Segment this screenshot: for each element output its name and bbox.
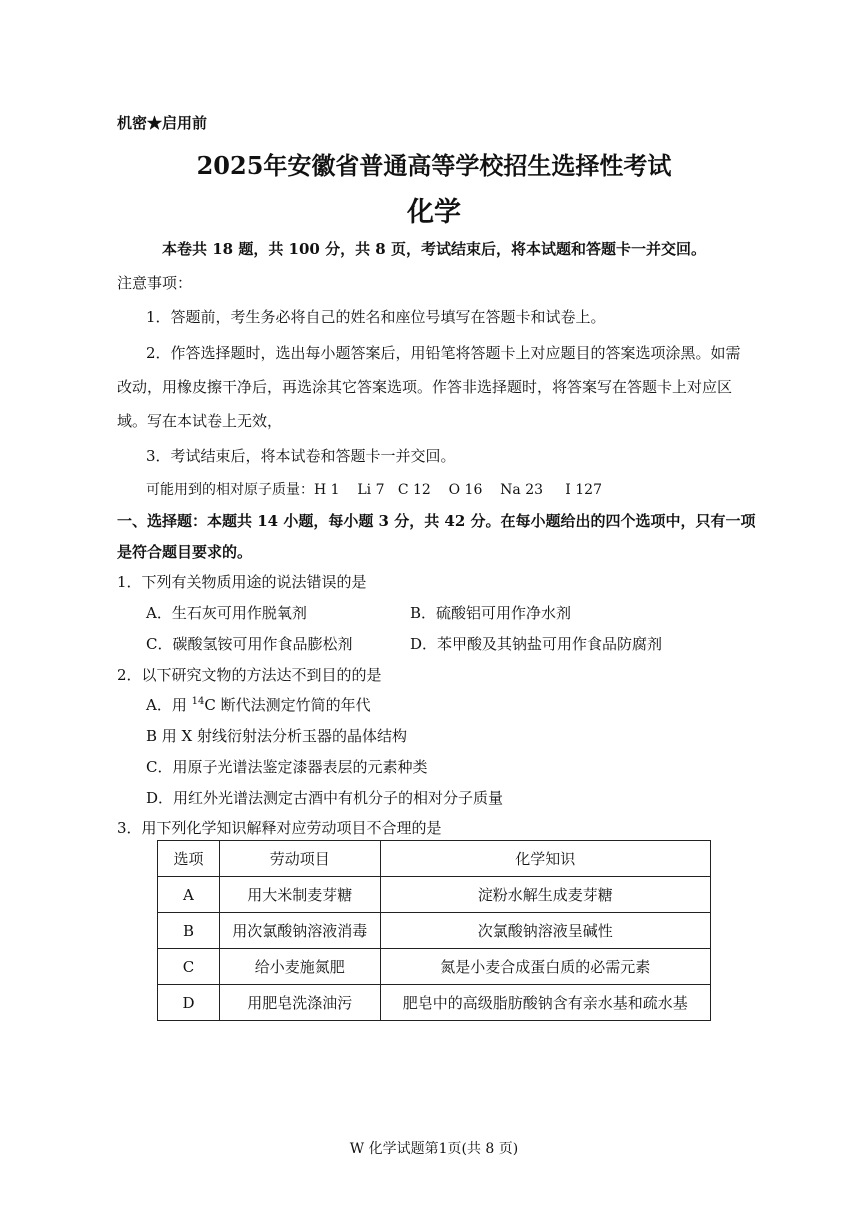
- table-cell: A: [158, 877, 220, 913]
- q2-option-a: [146, 694, 371, 715]
- table-header-cell: 劳动项目: [219, 841, 380, 877]
- isotope-superscript: 14: [191, 696, 205, 707]
- q3-table: [157, 840, 711, 1021]
- q2-stem: 2．以下研究文物的方法达不到目的的是: [117, 666, 382, 684]
- table-header-row: [158, 841, 711, 877]
- q2-option-b: B 用 X 射线衍射法分析玉器的晶体结构: [146, 727, 408, 745]
- q1-option-a: A．生石灰可用作脱氧剂: [146, 604, 307, 622]
- q3-stem: 3．用下列化学知识解释对应劳动项目不合理的是: [117, 819, 442, 837]
- table-row: [158, 913, 711, 949]
- table-row: [158, 949, 711, 985]
- page-footer: W 化学试题第1页(共 8 页): [349, 1141, 519, 1157]
- table-cell: 淀粉水解生成麦芽糖: [380, 877, 710, 913]
- subject-title: 化学: [407, 197, 461, 228]
- table-cell: C: [158, 949, 220, 985]
- atomic-masses: 可能用到的相对原子质量：H 1 Li 7 C 12 O 16 Na 23 I 127: [146, 482, 602, 498]
- note-item-3: 3．考试结束后，将本试卷和答题卡一并交回。: [146, 447, 456, 465]
- table-cell: 给小麦施氮肥: [219, 949, 380, 985]
- notes-heading: 注意事项：: [117, 274, 193, 292]
- q2-option-a-prefix: A．用: [146, 696, 192, 714]
- note-item-2-line-3: 域。写在本试卷上无效，: [117, 412, 283, 430]
- table-cell: 次氯酸钠溶液呈碱性: [380, 913, 710, 949]
- q2-option-c: C．用原子光谱法鉴定漆器表层的元素种类: [146, 758, 428, 776]
- note-item-1: 1．答题前，考生务必将自己的姓名和座位号填写在答题卡和试卷上。: [146, 308, 606, 326]
- q1-stem: 1．下列有关物质用途的说法错误的是: [117, 573, 367, 591]
- q1-option-c: C．碳酸氢铵可用作食品膨松剂: [146, 635, 353, 653]
- table-cell: 用次氯酸钠溶液消毒: [219, 913, 380, 949]
- table-row: [158, 985, 711, 1021]
- table-cell: 肥皂中的高级脂肪酸钠含有亲水基和疏水基: [380, 985, 710, 1021]
- table-cell: B: [158, 913, 220, 949]
- q1-option-d: D．苯甲酸及其钠盐可用作食品防腐剂: [410, 635, 663, 653]
- exam-meta: 本卷共 18 题，共 100 分，共 8 页，考试结束后，将本试题和答题卡一并交回。: [162, 240, 706, 258]
- section1-heading-line-1: 一、选择题：本题共 14 小题，每小题 3 分，共 42 分。在每小题给出的四个选项中，只有一项: [117, 512, 756, 530]
- section1-heading-line-2: 是符合题目要求的。: [117, 543, 253, 561]
- q2-option-a-rest: C 断代法测定竹简的年代: [204, 696, 371, 714]
- table-row: [158, 877, 711, 913]
- table-cell: 用肥皂洗涤油污: [219, 985, 380, 1021]
- table-cell: D: [158, 985, 220, 1021]
- note-item-2-line-2: 改动，用橡皮擦干净后，再选涂其它答案选项。作答非选择题时，将答案写在答题卡上对应区: [117, 378, 733, 396]
- table-header-cell: 化学知识: [380, 841, 710, 877]
- secret-mark: 机密★启用前: [117, 114, 208, 132]
- note-item-2-line-1: 2．作答选择题时，选出每小题答案后，用铅笔将答题卡上对应题目的答案选项涂黑。如需: [146, 344, 741, 362]
- table-cell: 氮是小麦合成蛋白质的必需元素: [380, 949, 710, 985]
- exam-title: 2025年安徽省普通高等学校招生选择性考试: [196, 151, 672, 180]
- table-cell: 用大米制麦芽糖: [219, 877, 380, 913]
- q1-option-b: B．硫酸铝可用作净水剂: [410, 604, 572, 622]
- table-header-cell: 选项: [158, 841, 220, 877]
- q2-option-d: D．用红外光谱法测定古酒中有机分子的相对分子质量: [146, 789, 504, 807]
